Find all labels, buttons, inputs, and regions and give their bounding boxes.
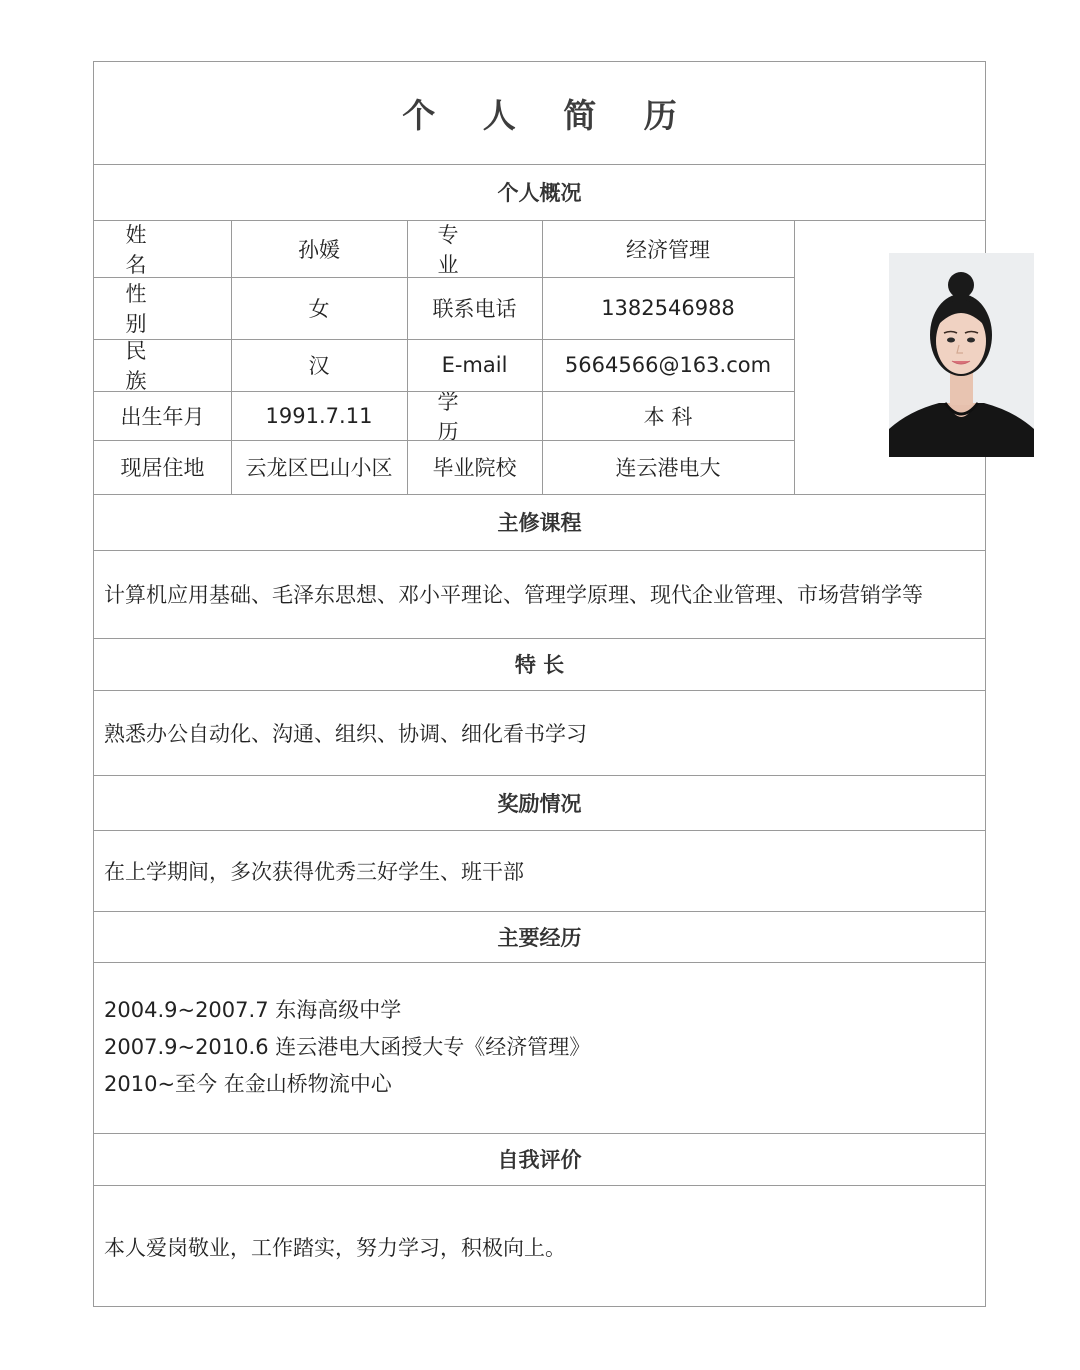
name-value: 孙媛 [298,237,340,262]
experience-item: 2007.9~2010.6 连云港电大函授大专《经济管理》 [104,1035,591,1059]
experience-item: 2010~至今 在金山桥物流中心 [104,1072,392,1096]
major-label: 专 业 [437,222,544,277]
grid-line [94,277,794,278]
skills-text: 熟悉办公自动化、沟通、组织、协调、细化看书学习 [104,721,587,746]
school-value: 连云港电大 [615,456,721,480]
gender-label: 性 别 [125,282,232,336]
awards-text: 在上学期间，多次获得优秀三好学生、班干部 [104,859,524,884]
address-label: 现居住地 [120,456,205,480]
phone-label: 联系电话 [432,297,517,321]
education-value: 本 科 [643,404,693,429]
courses-text: 计算机应用基础、毛泽东思想、邓小平理论、管理学原理、现代企业管理、市场营销学等 [104,583,923,607]
experience-list [94,992,985,1132]
school-label: 毕业院校 [432,456,517,480]
section-overview-header: 个人概况 [497,181,582,205]
email-label: E-mail [441,353,508,377]
grid-line [231,220,232,494]
profile-photo [889,253,1034,457]
major-value: 经济管理 [626,237,710,262]
section-awards-header: 奖励情况 [497,791,582,816]
birth-label: 出生年月 [120,404,205,429]
grid-line [94,339,794,340]
grid-line [407,220,408,494]
email-value: 5664566@163.com [564,353,772,377]
divider [94,962,985,963]
person-portrait-icon [889,253,1034,457]
education-label: 学 历 [437,389,544,444]
ethnicity-value: 汉 [308,354,330,378]
resume-title: 个 人 简 历 [402,95,695,135]
section-skills-header: 特 长 [514,653,565,677]
grid-line [94,440,794,441]
experience-item: 2004.9~2007.7 东海高级中学 [104,998,402,1022]
gender-value: 女 [308,297,330,321]
address-value: 云龙区巴山小区 [245,456,393,480]
phone-value: 1382546988 [601,296,735,320]
name-label: 姓 名 [125,222,232,277]
self-eval-text: 本人爱岗敬业，工作踏实，努力学习，积极向上。 [104,1235,566,1260]
section-experience-header: 主要经历 [497,925,582,950]
section-self-eval-header: 自我评价 [497,1148,582,1172]
birth-value: 1991.7.11 [265,403,373,428]
grid-line [94,391,794,392]
resume-sheet [93,61,986,1307]
section-courses-header: 主修课程 [497,511,582,535]
ethnicity-label: 民 族 [125,339,232,393]
grid-line [794,220,795,494]
grid-line [542,220,543,494]
